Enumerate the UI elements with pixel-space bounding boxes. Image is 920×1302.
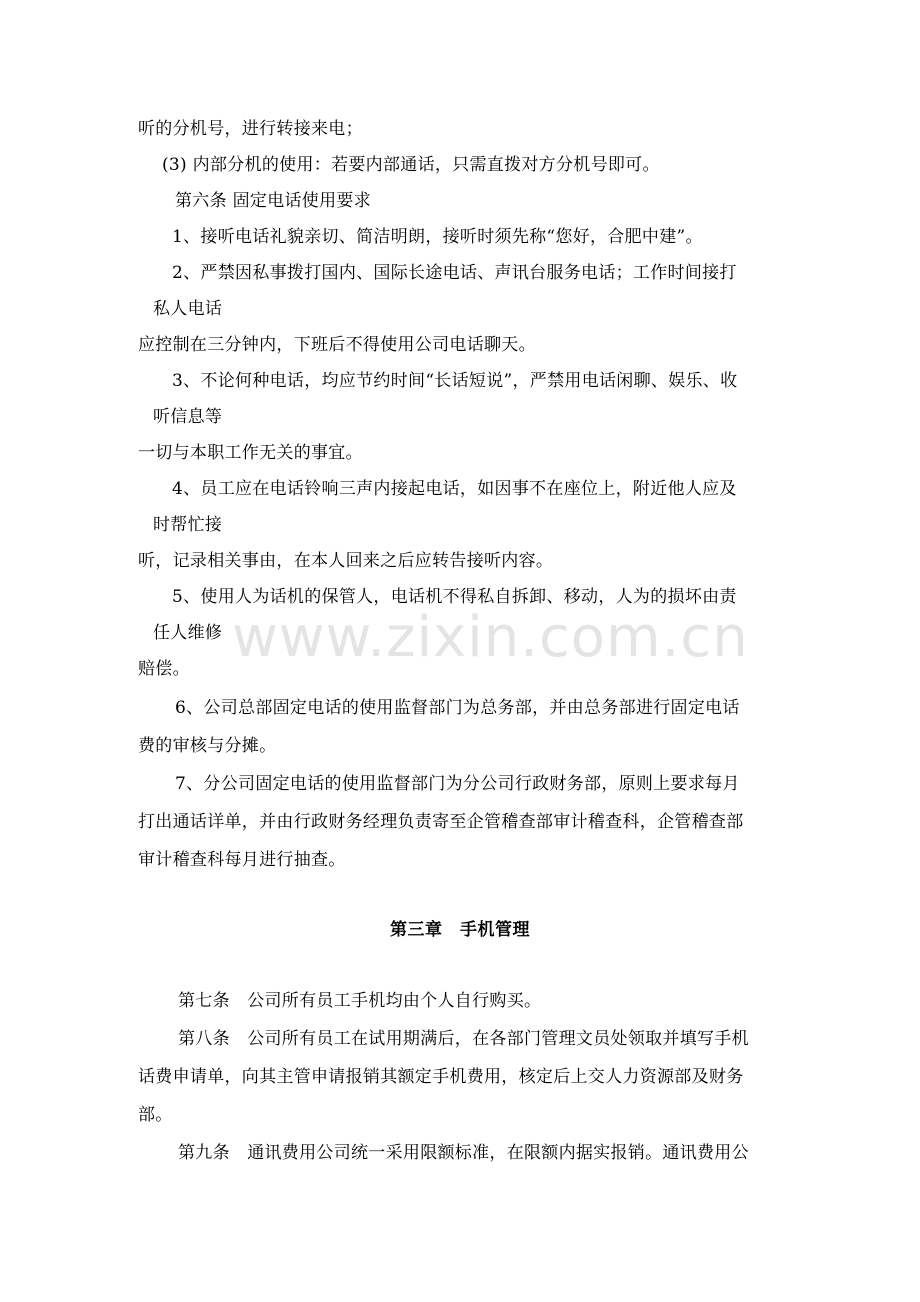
paragraph-line: 一切与本职工作无关的事宜。 — [138, 443, 363, 463]
paragraph-line: 应控制在三分钟内，下班后不得使用公司电话聊天。 — [138, 335, 536, 355]
article-7-line: 第七条 公司所有员工手机均由个人自行购买。 — [178, 991, 542, 1011]
watermark-text: www.zixin.com.cn — [232, 605, 749, 670]
article-9-line: 第九条 通讯费用公司统一采用限额标准，在限额内据实报销。通讯费用公 — [178, 1143, 749, 1163]
chapter-heading — [0, 919, 920, 941]
paragraph-line: 听信息等 — [153, 407, 223, 427]
paragraph-line: 听，记录相关事由，在本人回来之后应转告接听内容。 — [138, 551, 554, 571]
paragraph-line: 部。 — [138, 1105, 173, 1125]
paragraph-line: 3、不论何种电话，均应节约时间“长话短说”，严禁用电话闲聊、娱乐、收 — [172, 371, 738, 391]
paragraph-line: 赔偿。 — [138, 659, 190, 679]
article-8-line: 第八条 公司所有员工在试用期满后，在各部门管理文员处领取并填写手机 — [178, 1029, 749, 1049]
paragraph-line: 话费申请单，向其主管申请报销其额定手机费用，核定后上交人力资源部及财务 — [138, 1067, 744, 1087]
paragraph-line: 2、严禁因私事拨打国内、国际长途电话、声讯台服务电话；工作时间接打 — [172, 263, 737, 283]
paragraph-line: 时帮忙接 — [153, 515, 223, 535]
paragraph-line: 1、接听电话礼貌亲切、简洁明朗，接听时须先称“您好，合肥中建”。 — [172, 227, 703, 247]
paragraph-line: 审计稽查科每月进行抽查。 — [138, 850, 346, 870]
paragraph-line: 听的分机号，进行转接来电； — [138, 119, 363, 139]
paragraph-line: 费的审核与分摊。 — [138, 736, 277, 756]
article-6-title: 第六条 固定电话使用要求 — [175, 191, 372, 211]
paragraph-line: 4、员工应在电话铃响三声内接起电话，如因事不在座位上，附近他人应及 — [172, 479, 737, 499]
paragraph-line: 5、使用人为话机的保管人，电话机不得私自拆卸、移动，人为的损坏由责 — [172, 587, 737, 607]
paragraph-line: 私人电话 — [153, 299, 223, 319]
chapter-heading-text: 第三章 手机管理 — [390, 920, 530, 940]
paragraph-line: 6、公司总部固定电话的使用监督部门为总务部，并由总务部进行固定电话 — [175, 698, 740, 718]
paragraph-line: (3) 内部分机的使用：若要内部通话，只需直拨对方分机号即可。 — [162, 155, 660, 175]
paragraph-line: 打出通话详单，并由行政财务经理负责寄至企管稽查部审计稽查科，企管稽查部 — [138, 812, 744, 832]
paragraph-line: 7、分公司固定电话的使用监督部门为分公司行政财务部，原则上要求每月 — [175, 774, 740, 794]
paragraph-line: 任人维修 — [153, 623, 223, 643]
